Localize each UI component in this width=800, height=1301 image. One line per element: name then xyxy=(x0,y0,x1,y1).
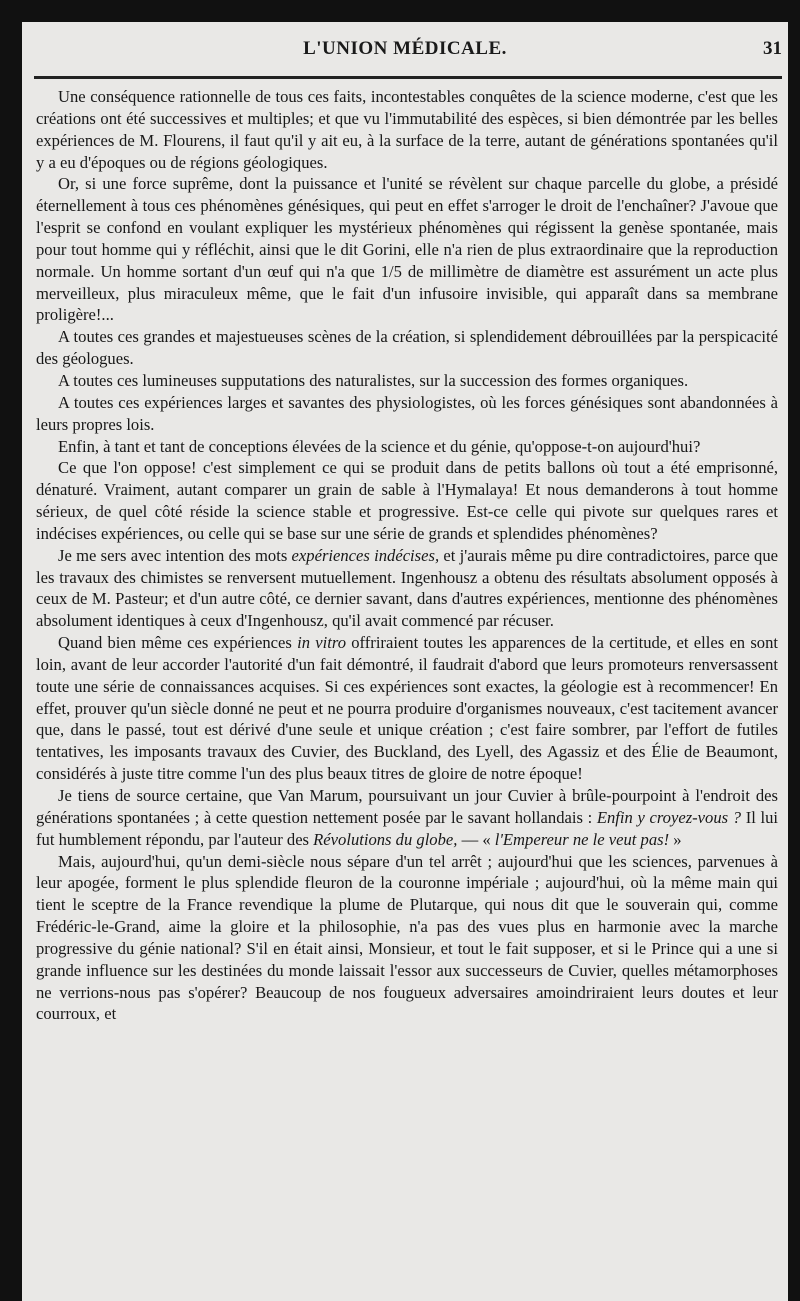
paragraph-text: Enfin, à tant et tant de conceptions élevées de la science et du génie, qu'oppose-t-on aujourd'hui? xyxy=(58,436,701,456)
paragraph-text: et j'aurais même pu dire contradictoires, parce que les travaux des chimistes se renversent mutuellement. Ingenhousz a obtenu des résultats absolument opposés à ceux de M. Pasteur; et d'un autre côté, ce dernier savant, dans d'autres expériences, mentionne des phénomènes absolument identiques à ceux d'Ingenhousz, qu'il avait commencé par récuser. xyxy=(36,545,778,631)
paragraph-text: Or, si une force suprême, dont la puissance et l'unité se révèlent sur chaque parcelle du globe, a présidé éternellement à tous ces phénomènes génésiques, qui peut en effet s'arroger le droit de l'enchaîner? J'avoue que l'esprit se confond en voulant expliquer les mystérieux phénomènes qui régissent la genèse spontanée, mais pour tout homme qui y réfléchit, ainsi que le dit Gorini, elle n'a rien de plus extraordinaire que la reproduction normale. Un homme sortant d'un œuf qui n'a que 1/5 de millimètre de diamètre est assurément un acte plus merveilleux, plus miraculeux même, que le fait d'un infusoire invisible, qui apparaît dans sa membrane proligère!... xyxy=(36,174,778,325)
paragraph xyxy=(36,370,778,392)
paragraph xyxy=(36,545,778,632)
article-body xyxy=(36,86,778,1025)
italic-text: Révolutions du globe, xyxy=(313,829,458,849)
paragraph-text: Une conséquence rationnelle de tous ces faits, incontestables conquêtes de la science moderne, c'est que les créations ont été successives et multiples; et que vu l'immutabilité des espèces, si bien démontrée par les belles expériences de M. Flourens, il faut qu'il y ait eu, à la surface de la terre, autant de générations spontanées qu'il y a eu d'époques ou de régions géologiques. xyxy=(36,87,778,172)
paragraph-text: A toutes ces lumineuses supputations des naturalistes, sur la succession des formes organiques. xyxy=(58,370,689,390)
paragraph-text: A toutes ces expériences larges et savantes des physiologistes, où les forces génésiques sont abandonnées à leurs propres lois. xyxy=(36,392,778,434)
header-rule xyxy=(34,76,782,79)
italic-text: in vitro xyxy=(297,633,346,653)
paragraph xyxy=(36,436,778,458)
paragraph-text: Quand bien même ces expériences xyxy=(58,633,298,653)
paragraph xyxy=(36,392,778,436)
paragraph-text: offriraient toutes les apparences de la certitude, et elles en sont loin, avant de leur accorder l'autorité d'un fait démontré, il faudrait d'abord que leurs promoteurs renversassent toute une série de connaissances acquises. Si ces expériences sont exactes, la géologie est à recommencer! En effet, prouver qu'un siècle donné ne peut et ne pourra produire d'organismes nouveaux, c'est tacitement avancer que, dans le passé, tout est dérivé d'une seule et unique création ; c'est faire sombrer, par l'effort de futiles tentatives, les imposants travaux des Cuvier, des Buckland, des Lyell, des Agassiz et des Élie de Beaumont, considérés à juste titre comme l'un des plus beaux titres de gloire de notre époque! xyxy=(36,633,779,784)
paragraph xyxy=(36,173,778,326)
italic-text: expériences indécises, xyxy=(291,545,440,565)
running-head xyxy=(22,38,788,68)
paragraph-text: Il lui fut humblement répondu, par l'auteur des xyxy=(36,807,778,849)
paragraph-text: Je me sers avec intention des mots xyxy=(58,545,292,565)
paragraph-text: Mais, aujourd'hui, qu'un demi-siècle nous sépare d'un tel arrêt ; aujourd'hui que les sciences, parvenues à leur apogée, forment le plus splendide fleuron de la couronne impériale ; aujourd'hui, où la même main qui tient le sceptre de la France revendique la plume de Plutarque, qui nous dit que le souverain qui, comme Frédéric-le-Grand, aime la gloire et la philosophie, n'a pas des vues plus en harmonie avec la marche progressive du génie national? S'il en était ainsi, Monsieur, et tout le fait supposer, et si le Prince qui a une si grande influence sur les destinées du monde laissait l'essor aux successeurs de Cuvier, quelles métamorphoses ne verrions-nous pas s'opérer? Beaucoup de nos fougueux adversaires amoindriraient leurs doutes et leur courroux, et xyxy=(36,851,778,1024)
italic-text: Enfin y croyez-vous ? xyxy=(596,807,742,827)
paragraph xyxy=(36,86,778,173)
page-number: 31 xyxy=(763,38,782,59)
paragraph-text: » xyxy=(669,829,682,849)
paragraph xyxy=(36,457,778,544)
journal-title: L'UNION MÉDICALE. xyxy=(303,38,507,59)
paragraph xyxy=(36,326,778,370)
paragraph-text: Je tiens de source certaine, que Van Marum, poursuivant un jour Cuvier à brûle-pourpoint à l'endroit des générations spontanées ; à cette question nettement posée par le savant hollandais : xyxy=(36,786,778,827)
paragraph xyxy=(36,785,778,851)
paragraph xyxy=(36,851,778,1026)
paragraph-text: Ce que l'on oppose! c'est simplement ce qui se produit dans de petits ballons où tout a été emprisonné, dénaturé. Vraiment, autant comparer un grain de sable à l'Hymalaya! Et nous demanderons à tout homme sérieux, de quel côté réside la science stable et progressive. Est-ce celle qui pivote sur quelques rares et indécises expériences, ou celle qui se base sur une série de grands et splendides phénomènes? xyxy=(36,458,778,543)
paragraph xyxy=(36,632,778,785)
italic-text: l'Empereur ne le veut pas! xyxy=(494,829,670,849)
paragraph-text: — « xyxy=(457,829,495,849)
document-page xyxy=(22,22,788,1301)
paragraph-text: A toutes ces grandes et majestueuses scènes de la création, si splendidement débrouillées par la perspicacité des géologues. xyxy=(36,327,778,369)
